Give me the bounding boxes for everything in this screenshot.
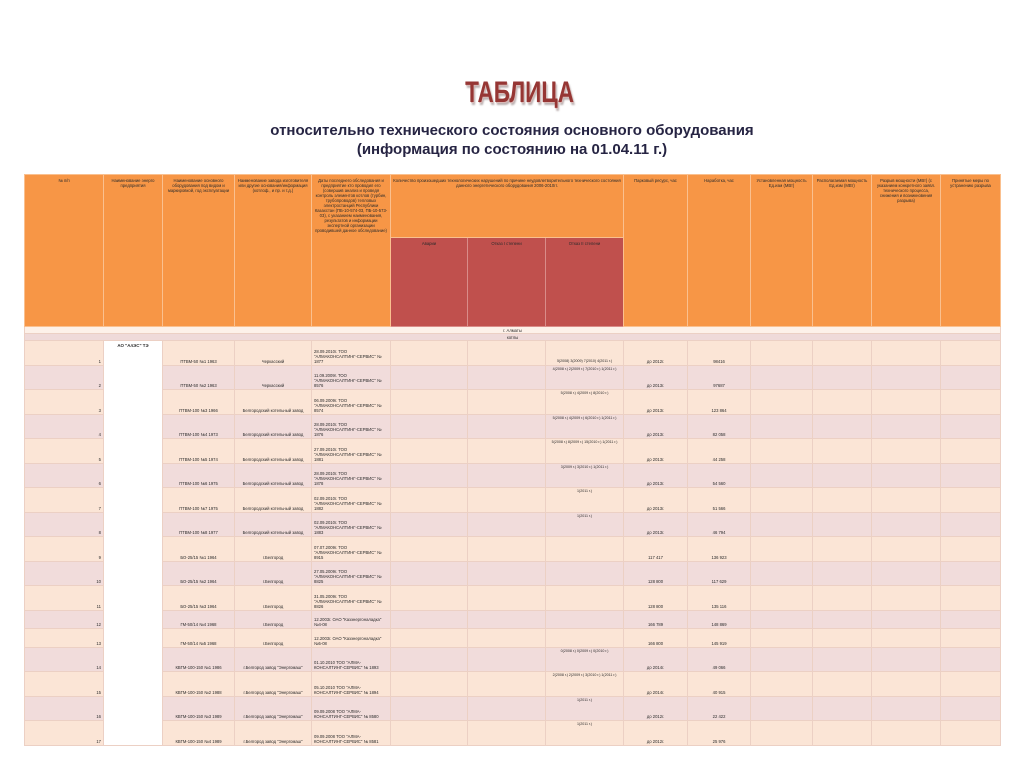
row-number-cell: 10	[25, 561, 104, 586]
park-resource-cell: до 2014г.	[624, 672, 688, 697]
capacity-gap-cell	[872, 488, 941, 513]
manufacturer-cell: Белгородский котельный завод	[235, 439, 312, 464]
installed-capacity-cell	[751, 561, 813, 586]
category-label: котлы	[25, 334, 1001, 341]
measures-cell	[941, 586, 1001, 611]
failure-2-cell	[546, 365, 624, 390]
failure-2-cell	[546, 341, 624, 366]
table-row	[25, 414, 1001, 439]
failure-2-wrap	[548, 514, 621, 519]
header-enterprise: Наименование энерго предприятия	[104, 175, 163, 327]
failure-2-text: 4(2008 г.) 2(2009 г.) 7(2010 г.) 1(2011 г.)	[552, 366, 617, 371]
failure-1-cell	[468, 488, 546, 513]
header-capacity-gap: Разрыв мощности (МВт) (с указанием конкретного заявл. технического процесса, снижения и возникновения разрыва)	[872, 175, 941, 327]
accidents-cell	[391, 488, 468, 513]
capacity-gap-cell	[872, 696, 941, 721]
table-row	[25, 390, 1001, 415]
operating-hours-cell: 54 560	[688, 463, 751, 488]
park-resource-cell: до 2014г.	[624, 647, 688, 672]
inspection-cell: 12.2003г. ОАО "Казэнергоналадка" №4-08	[312, 610, 391, 629]
installed-capacity-cell	[751, 512, 813, 537]
table-row	[25, 537, 1001, 562]
operating-hours-cell: 148 869	[688, 610, 751, 629]
inspection-cell: 02.09.2010г. ТОО "АЛМАКОНСАЛТИНГ-СЕРВИС" № 1882	[312, 488, 391, 513]
failure-2-wrap	[548, 367, 621, 372]
operating-hours-cell: 117 629	[688, 561, 751, 586]
row-number-cell: 4	[25, 414, 104, 439]
failure-2-text: 5(2008 г.) 4(2009 г.) 8(2010 г.)	[560, 391, 609, 395]
table-body	[25, 327, 1001, 746]
failure-2-wrap	[548, 465, 621, 470]
header-installed-capacity: Установленная мощность Ед.изм (МВт)	[751, 175, 813, 327]
row-number-cell: 9	[25, 537, 104, 562]
accidents-cell	[391, 365, 468, 390]
failure-1-cell	[468, 610, 546, 629]
measures-cell	[941, 537, 1001, 562]
failure-2-text: 1(2011 г.)	[577, 722, 593, 726]
table-row	[25, 439, 1001, 464]
operating-hours-cell: 44 258	[688, 439, 751, 464]
inspection-cell: 28.09.2010г. ТОО "АЛМАКОНСАЛТИНГ-СЕРВИС" № 1877	[312, 341, 391, 366]
capacity-gap-cell	[872, 414, 941, 439]
failure-2-wrap	[548, 489, 621, 494]
capacity-gap-cell	[872, 629, 941, 648]
failure-2-text: 1(2011 г.)	[577, 697, 593, 702]
available-capacity-cell	[813, 721, 872, 746]
accidents-cell	[391, 647, 468, 672]
table-row	[25, 586, 1001, 611]
installed-capacity-cell	[751, 463, 813, 488]
equipment-status-table	[24, 174, 1001, 746]
table-row	[25, 629, 1001, 648]
equipment-cell: КВГМ-100-150 №1 1986	[163, 647, 235, 672]
inspection-cell: 27.09.2010г. ТОО "АЛМАКОНСАЛТИНГ-СЕРВИС" № 1881	[312, 439, 391, 464]
available-capacity-cell	[813, 390, 872, 415]
measures-cell	[941, 365, 1001, 390]
available-capacity-cell	[813, 512, 872, 537]
header-available-capacity: Располагаемая мощность Ед.изм (МВт)	[813, 175, 872, 327]
table-row	[25, 561, 1001, 586]
header-accidents: Аварии	[391, 238, 468, 327]
manufacturer-cell: г.Белгород	[235, 537, 312, 562]
header-operating-hours: Наработка, час	[688, 175, 751, 327]
available-capacity-cell	[813, 463, 872, 488]
row-number-cell: 2	[25, 365, 104, 390]
equipment-cell: ПТВМ-50 №2 1963	[163, 365, 235, 390]
inspection-cell: 28.09.2010г. ТОО "АЛМАКОНСАЛТИНГ-СЕРВИС" № 1876	[312, 414, 391, 439]
manufacturer-cell: Белгородский котельный завод	[235, 463, 312, 488]
manufacturer-cell: г.Белгород	[235, 610, 312, 629]
accidents-cell	[391, 696, 468, 721]
available-capacity-cell	[813, 696, 872, 721]
measures-cell	[941, 721, 1001, 746]
operating-hours-cell: 135 116	[688, 586, 751, 611]
manufacturer-cell: г.Белгород завод "Энергомаш"	[235, 696, 312, 721]
installed-capacity-cell	[751, 610, 813, 629]
slide-title-wrap	[16, 77, 1024, 111]
operating-hours-cell: 136 923	[688, 537, 751, 562]
capacity-gap-cell	[872, 672, 941, 697]
measures-cell	[941, 696, 1001, 721]
inspection-cell: 12.2003г. ОАО "Казэнергоналадка" №5-08	[312, 629, 391, 648]
installed-capacity-cell	[751, 365, 813, 390]
failure-1-cell	[468, 537, 546, 562]
available-capacity-cell	[813, 537, 872, 562]
available-capacity-cell	[813, 414, 872, 439]
header-violations: Количество произошедших технологических нарушений по причине неудовлетворительного технического состояния данного энергетического оборудования 2006-2010гг.	[391, 175, 624, 238]
header-failure-2: Отказ II степени	[546, 238, 624, 327]
failure-2-wrap	[548, 722, 621, 727]
failure-2-wrap	[548, 416, 621, 421]
measures-cell	[941, 672, 1001, 697]
capacity-gap-cell	[872, 390, 941, 415]
failure-1-cell	[468, 647, 546, 672]
header-num: № п/п	[25, 175, 104, 327]
measures-cell	[941, 561, 1001, 586]
failure-2-text: 0(2008 г.) 0(2009 г.) 0(2010 г.)	[560, 648, 609, 653]
capacity-gap-cell	[872, 512, 941, 537]
installed-capacity-cell	[751, 414, 813, 439]
equipment-cell: КВГМ-100-150 №4 1989	[163, 721, 235, 746]
operating-hours-cell: 51 566	[688, 488, 751, 513]
inspection-cell: 01.10.2010 ТОО "АЛМА-КОНСАЛТИНГ-СЕРВИС" № 1893	[312, 647, 391, 672]
failure-2-cell	[546, 537, 624, 562]
operating-hours-cell: 98416	[688, 341, 751, 366]
park-resource-cell: 128 800	[624, 561, 688, 586]
failure-2-wrap	[548, 698, 621, 703]
slide-title: ТАБЛИЦА	[465, 76, 575, 109]
operating-hours-cell: 82 058	[688, 414, 751, 439]
header-manufacturer: Наименование завода изготовителя или другие основания/информация (котлоф., и пр. и т.д.)	[235, 175, 312, 327]
manufacturer-cell: Черкасский	[235, 341, 312, 366]
table-row	[25, 610, 1001, 629]
subtitle-line-1: относительно технического состояния основного оборудования	[270, 122, 754, 139]
failure-2-text: 5(2008) 3(2009) 7(2010) 4(2011 г.)	[556, 358, 613, 363]
available-capacity-cell	[813, 586, 872, 611]
equipment-cell: БО-25/15 №2 1964	[163, 561, 235, 586]
row-number-cell: 16	[25, 696, 104, 721]
row-number-cell: 6	[25, 463, 104, 488]
available-capacity-cell	[813, 365, 872, 390]
inspection-cell: 27.05.2009г. ТОО "АЛМАКОНСАЛТИНГ-СЕРВИС" № 8825	[312, 561, 391, 586]
available-capacity-cell	[813, 647, 872, 672]
header-park-resource: Парковый ресурс, час	[624, 175, 688, 327]
header-inspection: Даты последнего обследования и предприятие кто проводил его (совершив анализ и проведя контроль элементов котлов (турбин, трубопроводов) тепловых электростанций Республики Казахстан (ПБ-10-574-03, ПБ-10-573-03), с указанием наименования, результатов и информации экспертной организации проводившей данное обследование)	[312, 175, 391, 327]
row-number-cell: 5	[25, 439, 104, 464]
failure-1-cell	[468, 629, 546, 648]
failure-1-cell	[468, 512, 546, 537]
failure-2-cell	[546, 696, 624, 721]
park-resource-cell: до 2012г.	[624, 721, 688, 746]
capacity-gap-cell	[872, 341, 941, 366]
manufacturer-cell: Белгородский котельный завод	[235, 512, 312, 537]
installed-capacity-cell	[751, 390, 813, 415]
installed-capacity-cell	[751, 488, 813, 513]
failure-2-cell	[546, 561, 624, 586]
available-capacity-cell	[813, 610, 872, 629]
equipment-cell: ПТВМ-100 №4 1973	[163, 414, 235, 439]
capacity-gap-cell	[872, 561, 941, 586]
accidents-cell	[391, 341, 468, 366]
failure-2-text: 5(2008 г.) 8(2009 г.) 15(2010 г.) 1(2011 г.)	[551, 440, 618, 444]
row-number-cell: 7	[25, 488, 104, 513]
slide-subtitle	[0, 121, 1024, 159]
row-number-cell: 1	[25, 341, 104, 366]
failure-2-wrap	[548, 391, 621, 396]
category-row	[25, 334, 1001, 341]
installed-capacity-cell	[751, 341, 813, 366]
accidents-cell	[391, 414, 468, 439]
failure-2-cell	[546, 439, 624, 464]
inspection-cell: 11.09.2009г. ТОО "АЛМАКОНСАЛТИНГ-СЕРВИС" № 8576	[312, 365, 391, 390]
row-number-cell: 17	[25, 721, 104, 746]
capacity-gap-cell	[872, 647, 941, 672]
manufacturer-cell: Черкасский	[235, 365, 312, 390]
capacity-gap-cell	[872, 610, 941, 629]
available-capacity-cell	[813, 629, 872, 648]
inspection-cell: 02.09.2010г. ТОО "АЛМАКОНСАЛТИНГ-СЕРВИС" № 1883	[312, 512, 391, 537]
table-row	[25, 365, 1001, 390]
park-resource-cell: 166 789	[624, 610, 688, 629]
manufacturer-cell: г.Белгород	[235, 561, 312, 586]
header-equipment: Наименование основного оборудования под видом и маркировкой, год эксплуатации	[163, 175, 235, 327]
operating-hours-cell: 25 976	[688, 721, 751, 746]
installed-capacity-cell	[751, 629, 813, 648]
measures-cell	[941, 414, 1001, 439]
inspection-cell: 07.07.2009г. ТОО "АЛМАКОНСАЛТИНГ-СЕРВИС" № 8915	[312, 537, 391, 562]
accidents-cell	[391, 439, 468, 464]
accidents-cell	[391, 610, 468, 629]
failure-1-cell	[468, 561, 546, 586]
failure-1-cell	[468, 414, 546, 439]
park-resource-cell: до 2013г.	[624, 390, 688, 415]
failure-2-cell	[546, 414, 624, 439]
equipment-cell: ПТВМ-100 №6 1975	[163, 463, 235, 488]
equipment-cell: ГМ-50/14 №4 1968	[163, 610, 235, 629]
table-row	[25, 341, 1001, 366]
measures-cell	[941, 390, 1001, 415]
failure-2-cell	[546, 647, 624, 672]
manufacturer-cell: г.Белгород завод "Энергомаш"	[235, 672, 312, 697]
failure-2-cell	[546, 721, 624, 746]
park-resource-cell: до 2013г.	[624, 365, 688, 390]
table-row	[25, 647, 1001, 672]
failure-2-cell	[546, 629, 624, 648]
failure-2-text: 2(2008 г.) 2(2009 г.) 3(2010 г.) 1(2011 г.)	[552, 673, 617, 677]
equipment-cell: ГМ-50/14 №5 1968	[163, 629, 235, 648]
manufacturer-cell: Белгородский котельный завод	[235, 414, 312, 439]
failure-2-cell	[546, 390, 624, 415]
accidents-cell	[391, 463, 468, 488]
operating-hours-cell: 97687	[688, 365, 751, 390]
table-row	[25, 488, 1001, 513]
header-failure-1: Отказ I степени	[468, 238, 546, 327]
failure-1-cell	[468, 463, 546, 488]
available-capacity-cell	[813, 672, 872, 697]
operating-hours-cell: 46 794	[688, 512, 751, 537]
failure-1-cell	[468, 672, 546, 697]
failure-2-cell	[546, 512, 624, 537]
accidents-cell	[391, 629, 468, 648]
operating-hours-cell: 22 422	[688, 696, 751, 721]
failure-1-cell	[468, 721, 546, 746]
park-resource-cell: 166 800	[624, 629, 688, 648]
manufacturer-cell: г.Белгород	[235, 629, 312, 648]
failure-2-cell	[546, 488, 624, 513]
measures-cell	[941, 512, 1001, 537]
accidents-cell	[391, 561, 468, 586]
failure-2-wrap	[548, 673, 621, 678]
available-capacity-cell	[813, 439, 872, 464]
equipment-cell: ПТВМ-100 №8 1977	[163, 512, 235, 537]
failure-2-text: 1(2011 г.)	[577, 513, 593, 518]
inspection-cell: 31.05.2009г. ТОО "АЛМАКОНСАЛТИНГ-СЕРВИС" № 8826	[312, 586, 391, 611]
equipment-cell: КВГМ-100-150 №3 1989	[163, 696, 235, 721]
failure-1-cell	[468, 341, 546, 366]
table-row	[25, 696, 1001, 721]
park-resource-cell: 117 417	[624, 537, 688, 562]
park-resource-cell: до 2013г.	[624, 414, 688, 439]
operating-hours-cell: 40 915	[688, 672, 751, 697]
failure-2-cell	[546, 672, 624, 697]
capacity-gap-cell	[872, 586, 941, 611]
failure-2-wrap	[548, 649, 621, 654]
header-row	[25, 175, 1001, 238]
failure-2-cell	[546, 586, 624, 611]
failure-1-cell	[468, 365, 546, 390]
manufacturer-cell: г.Белгород завод "Энергомаш"	[235, 647, 312, 672]
measures-cell	[941, 629, 1001, 648]
installed-capacity-cell	[751, 537, 813, 562]
row-number-cell: 12	[25, 610, 104, 629]
manufacturer-cell: г.Белгород	[235, 586, 312, 611]
row-number-cell: 15	[25, 672, 104, 697]
accidents-cell	[391, 390, 468, 415]
installed-capacity-cell	[751, 586, 813, 611]
accidents-cell	[391, 721, 468, 746]
equipment-cell: БО-25/15 №3 1964	[163, 586, 235, 611]
accidents-cell	[391, 672, 468, 697]
capacity-gap-cell	[872, 365, 941, 390]
inspection-cell: 28.09.2010г. ТОО "АЛМАКОНСАЛТИНГ-СЕРВИС" № 1878	[312, 463, 391, 488]
inspection-cell: 06.09.2009г. ТОО "АЛМАКОНСАЛТИНГ-СЕРВИС" № 8574	[312, 390, 391, 415]
failure-2-cell	[546, 463, 624, 488]
capacity-gap-cell	[872, 721, 941, 746]
park-resource-cell: до 2013г.	[624, 463, 688, 488]
capacity-gap-cell	[872, 439, 941, 464]
manufacturer-cell: г.Белгород завод "Энергомаш"	[235, 721, 312, 746]
header-measures: Принятые меры по устранению разрыва	[941, 175, 1001, 327]
row-number-cell: 3	[25, 390, 104, 415]
failure-1-cell	[468, 696, 546, 721]
installed-capacity-cell	[751, 672, 813, 697]
operating-hours-cell: 123 864	[688, 390, 751, 415]
available-capacity-cell	[813, 488, 872, 513]
row-number-cell: 8	[25, 512, 104, 537]
equipment-cell: КВГМ-100-150 №2 1988	[163, 672, 235, 697]
measures-cell	[941, 610, 1001, 629]
failure-2-wrap	[548, 359, 621, 364]
park-resource-cell: до 2013г.	[624, 439, 688, 464]
measures-cell	[941, 488, 1001, 513]
row-number-cell: 13	[25, 629, 104, 648]
park-resource-cell: до 2012г.	[624, 696, 688, 721]
failure-1-cell	[468, 439, 546, 464]
installed-capacity-cell	[751, 439, 813, 464]
park-resource-cell: до 2013г.	[624, 512, 688, 537]
region-row	[25, 327, 1001, 334]
failure-1-cell	[468, 390, 546, 415]
inspection-cell: 09.09.2008 ТОО "АЛМА-КОНСАЛТИНГ-СЕРВИС" № 8580	[312, 696, 391, 721]
installed-capacity-cell	[751, 647, 813, 672]
inspection-cell: 09.09.2008 ТОО "АЛМА-КОНСАЛТИНГ-СЕРВИС" № 8581	[312, 721, 391, 746]
row-number-cell: 11	[25, 586, 104, 611]
inspection-cell: 05.10.2010 ТОО "АЛМА-КОНСАЛТИНГ-СЕРВИС" № 1894	[312, 672, 391, 697]
measures-cell	[941, 341, 1001, 366]
park-resource-cell: до 2013г.	[624, 488, 688, 513]
subtitle-line-2: (информация по состоянию на 01.04.11 г.)	[356, 141, 668, 158]
table-row	[25, 721, 1001, 746]
table-row	[25, 672, 1001, 697]
available-capacity-cell	[813, 561, 872, 586]
measures-cell	[941, 439, 1001, 464]
failure-1-cell	[468, 586, 546, 611]
failure-2-text: 3(2009 г.) 3(2010 г.) 1(2011 г.)	[560, 464, 609, 469]
installed-capacity-cell	[751, 696, 813, 721]
accidents-cell	[391, 586, 468, 611]
failure-2-cell	[546, 610, 624, 629]
equipment-cell: ПТВМ-100 №7 1975	[163, 488, 235, 513]
manufacturer-cell: Белгородский котельный завод	[235, 390, 312, 415]
region-label: г. Алматы	[25, 327, 1001, 334]
accidents-cell	[391, 537, 468, 562]
operating-hours-cell: 49 066	[688, 647, 751, 672]
equipment-cell: БО-25/15 №1 1964	[163, 537, 235, 562]
available-capacity-cell	[813, 341, 872, 366]
installed-capacity-cell	[751, 721, 813, 746]
park-resource-cell: 128 800	[624, 586, 688, 611]
equipment-cell: ПТВМ-50 №1 1963	[163, 341, 235, 366]
failure-2-text: 5(2008 г.) 4(2009 г.) 6(2010 г.) 1(2011 г.)	[552, 415, 617, 420]
park-resource-cell: до 2012г.	[624, 341, 688, 366]
equipment-cell: ПТВМ-100 №5 1974	[163, 439, 235, 464]
capacity-gap-cell	[872, 537, 941, 562]
failure-2-wrap	[548, 440, 621, 445]
enterprise-cell: АО "АлЭС" ТЭ	[104, 341, 163, 746]
table-row	[25, 512, 1001, 537]
operating-hours-cell: 145 919	[688, 629, 751, 648]
accidents-cell	[391, 512, 468, 537]
row-number-cell: 14	[25, 647, 104, 672]
capacity-gap-cell	[872, 463, 941, 488]
manufacturer-cell: Белгородский котельный завод	[235, 488, 312, 513]
failure-2-text: 1(2011 г.)	[577, 489, 593, 493]
measures-cell	[941, 647, 1001, 672]
equipment-cell: ПТВМ-100 №3 1966	[163, 390, 235, 415]
table-row	[25, 463, 1001, 488]
measures-cell	[941, 463, 1001, 488]
